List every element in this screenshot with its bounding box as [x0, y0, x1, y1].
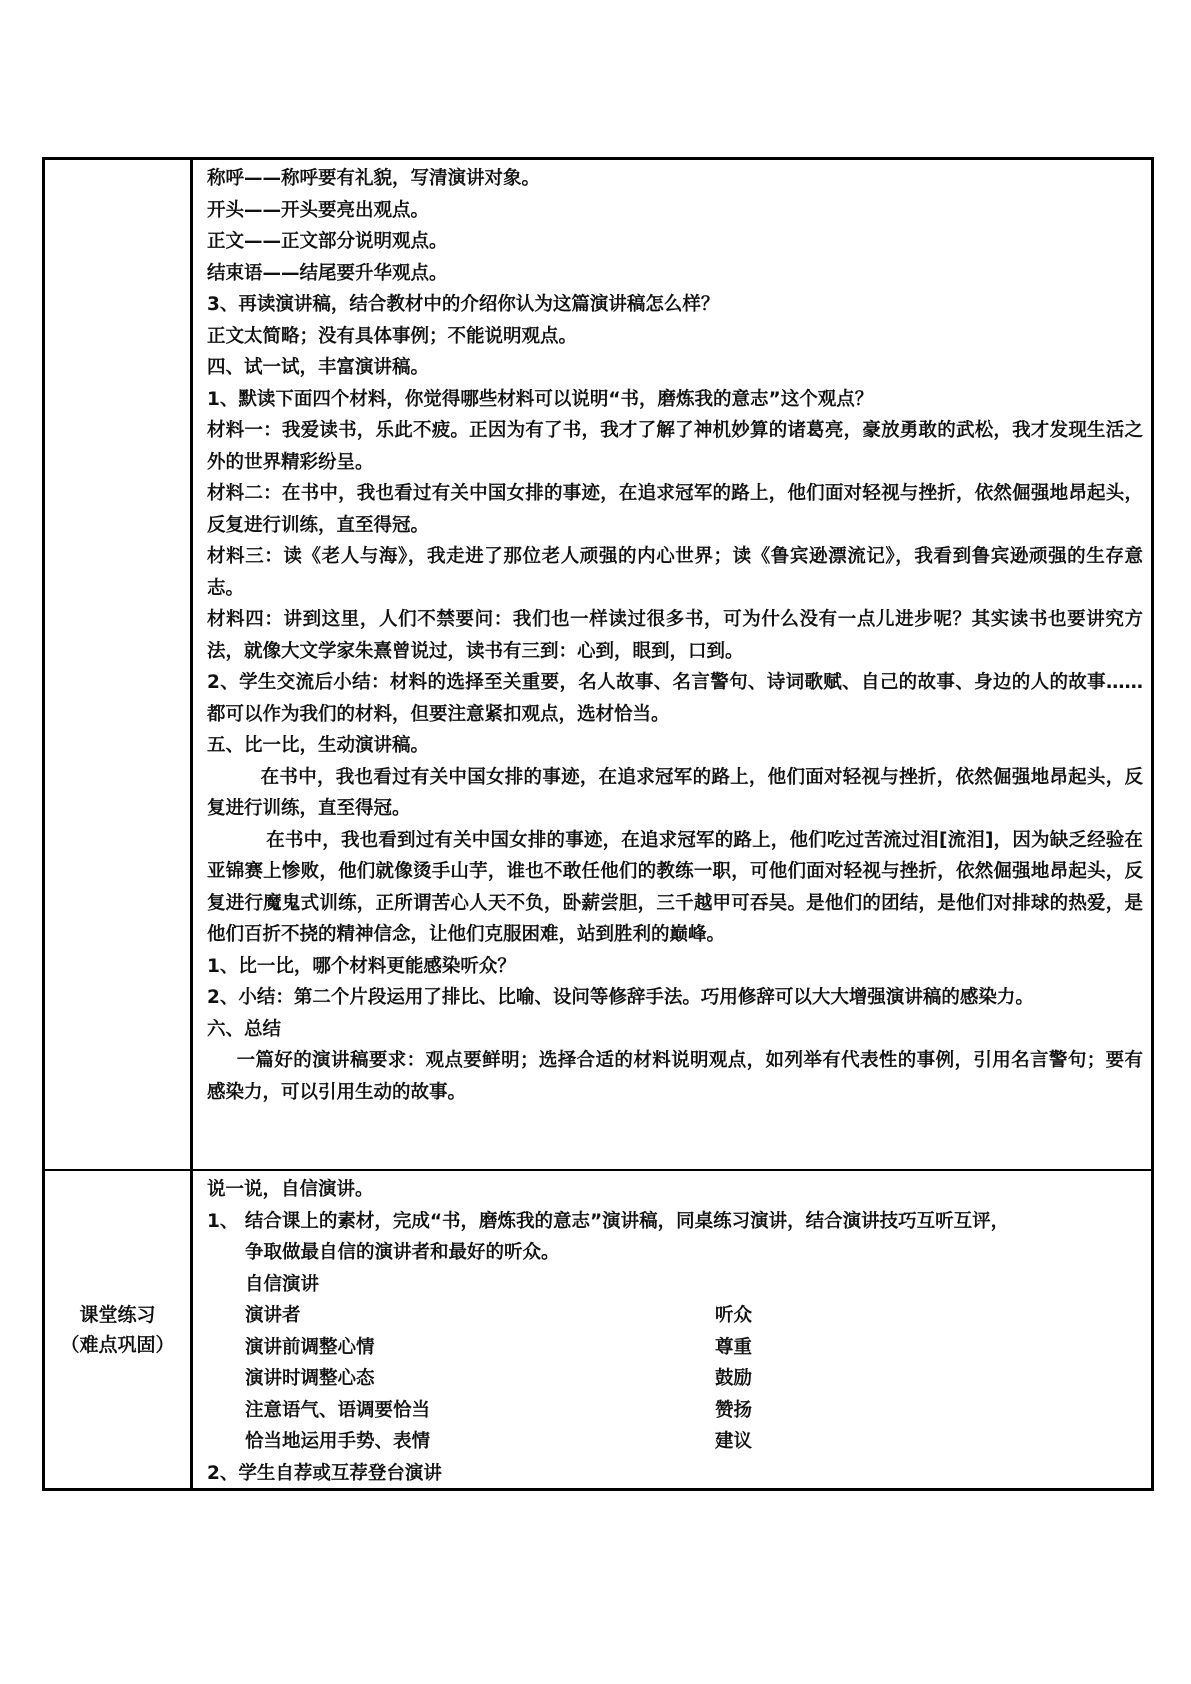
- content-cell: [193, 160, 1151, 1169]
- speaker-tip: 恰当地运用手势、表情: [245, 1431, 431, 1452]
- speaker-tip: 注意语气、语调要恰当: [245, 1399, 431, 1421]
- text-line: 正文太简略；没有具体事例；不能说明观点。: [207, 325, 578, 347]
- exercise-item: 2、学生自荐或互荐登台演讲: [207, 1462, 442, 1484]
- table-row: [45, 160, 1151, 1171]
- row-label-line2: （难点巩固）: [60, 1333, 175, 1356]
- tip-pair: [207, 1300, 1143, 1332]
- row-label-line1: 课堂练习: [79, 1303, 156, 1326]
- material-4: 材料四：讲到这里，人们不禁要问：我们也一样读过很多书，可为什么没有一点儿进步呢？其实读书也要讲究方法，就像大文学家朱熹曾说过，读书有三到：心到，眼到，口到。: [207, 609, 1143, 662]
- excerpt-vivid: 在书中，我也看到过有关中国女排的事迹，在追求冠军的路上，他们吃过苦流过泪[流泪]，因为缺乏经验在亚锦赛上惨败，他们就像烫手山芋，谁也不敢任他们的教练一职，可他们面对轻视与挫折，依然倔强地昂起头，反复进行魔鬼式训练，正所谓苦心人天不负，卧薪尝胆，三千越甲可吞吴。是他们的团结，是他们对排球的热爱，是他们百折不挠的精神信念，让他们克服困难，站到胜利的巅峰。: [207, 829, 1143, 945]
- section-heading: 六、总结: [207, 1018, 282, 1040]
- speaker-tip: 演讲前调整心情: [245, 1336, 375, 1358]
- material-2: 材料二：在书中，我也看过有关中国女排的事迹，在追求冠军的路上，他们面对轻视与挫折，依然倔强地昂起头，反复进行训练，直至得冠。: [207, 483, 1143, 536]
- section-heading: 四、试一试，丰富演讲稿。: [207, 357, 430, 378]
- speaker-tip: 演讲者: [245, 1305, 301, 1326]
- exercise-item-continued: 争取做最自信的演讲者和最好的听众。: [245, 1242, 560, 1263]
- row-label-cell: [45, 160, 193, 1169]
- text-line: 称呼——称呼要有礼貌，写清演讲对象。: [207, 168, 541, 189]
- text-line: 1、默读下面四个材料，你觉得哪些材料可以说明“书，磨炼我的意志”这个观点？: [207, 388, 874, 410]
- text-line: 结束语——结尾要升华观点。: [207, 262, 448, 284]
- lesson-table: [42, 157, 1154, 1491]
- text-line: 正文——正文部分说明观点。: [207, 231, 448, 252]
- listener-tip: 听众: [715, 1305, 753, 1326]
- content-cell: [193, 1171, 1151, 1488]
- exercise-subtitle: 自信演讲: [245, 1273, 320, 1295]
- row-label-cell: [45, 1171, 193, 1488]
- summary-paragraph: 2、小结：第二个片段运用了排比、比喻、设问等修辞手法。巧用修辞可以大大增强演讲稿的感染力。: [207, 987, 1034, 1008]
- conclusion-paragraph: 一篇好的演讲稿要求：观点要鲜明；选择合适的材料说明观点，如列举有代表性的事例，引用名言警句；要有感染力，可以引用生动的故事。: [207, 1050, 1143, 1103]
- listener-tip: 鼓励: [715, 1368, 753, 1389]
- listener-tip: 建议: [715, 1431, 753, 1452]
- speaker-tip: 演讲时调整心态: [245, 1368, 375, 1389]
- tip-pair: [207, 1332, 1143, 1364]
- tip-pair: [207, 1363, 1143, 1395]
- summary-paragraph: 2、学生交流后小结：材料的选择至关重要，名人故事、名言警句、诗词歌赋、自己的故事、身边的人的故事……都可以作为我们的材料，但要注意紧扣观点，选材恰当。: [207, 672, 1143, 725]
- tip-pair: [207, 1426, 1143, 1458]
- listener-tip: 尊重: [715, 1336, 753, 1358]
- text-line: 3、再读演讲稿，结合教材中的介绍你认为这篇演讲稿怎么样？: [207, 294, 720, 315]
- question-line: 1、比一比，哪个材料更能感染听众？: [207, 955, 516, 977]
- excerpt-plain: 在书中，我也看过有关中国女排的事迹，在追求冠军的路上，他们面对轻视与挫折，依然倔强地昂起头，反复进行训练，直至得冠。: [207, 766, 1143, 819]
- table-row: [45, 1171, 1151, 1488]
- tip-pair: [207, 1395, 1143, 1427]
- material-1: 材料一：我爱读书，乐此不疲。正因为有了书，我才了解了神机妙算的诸葛亮，豪放勇敢的武松，我才发现生活之外的世界精彩纷呈。: [207, 420, 1143, 473]
- text-line: 开头——开头要亮出观点。: [207, 199, 430, 221]
- listener-tip: 赞扬: [715, 1399, 753, 1421]
- exercise-title: 说一说，自信演讲。: [207, 1179, 374, 1200]
- material-3: 材料三：读《老人与海》，我走进了那位老人顽强的内心世界；读《鲁宾逊漂流记》，我看到鲁宾逊顽强的生存意志。: [207, 546, 1143, 599]
- exercise-item: 1、 结合课上的素材，完成“书，磨炼我的意志”演讲稿，同桌练习演讲，结合演讲技巧互听互评，: [207, 1210, 1010, 1232]
- section-heading: 五、比一比，生动演讲稿。: [207, 735, 430, 756]
